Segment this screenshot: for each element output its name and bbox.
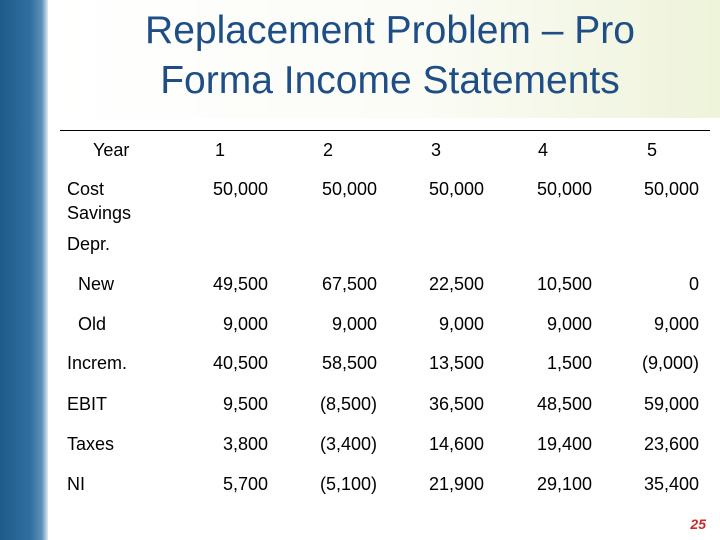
cost-savings-y1: 50,000 (212, 179, 268, 199)
increm-y3: 13,500 (428, 353, 484, 373)
old-y1: 9,000 (222, 314, 268, 334)
year-5-header: 5 (646, 140, 657, 160)
cost-savings-label-1: Cost (67, 179, 105, 199)
ebit-y5: 59,000 (643, 394, 699, 414)
year-4-header: 4 (537, 140, 548, 160)
ni-y2: (5,100) (319, 474, 377, 494)
title-line-1: Replacement Problem – Pro (145, 9, 635, 52)
cost-savings-y5: 50,000 (643, 179, 699, 199)
taxes-y5: 23,600 (643, 434, 699, 454)
depr-label: Depr. (67, 234, 111, 254)
ni-y5: 35,400 (643, 474, 699, 494)
new-y3: 22,500 (428, 274, 484, 294)
taxes-y1: 3,800 (222, 434, 268, 454)
increm-y4: 1,500 (546, 353, 592, 373)
ni-y1: 5,700 (222, 474, 268, 494)
new-label: New (78, 274, 115, 294)
ebit-y4: 48,500 (536, 394, 592, 414)
slide-title (60, 6, 720, 106)
taxes-y2: (3,400) (319, 434, 377, 454)
taxes-label: Taxes (67, 434, 115, 454)
old-label: Old (78, 314, 107, 334)
old-y2: 9,000 (331, 314, 377, 334)
new-y4: 10,500 (536, 274, 592, 294)
increm-y5: (9,000) (641, 353, 699, 373)
year-1-header: 1 (214, 140, 225, 160)
year-3-header: 3 (430, 140, 441, 160)
cost-savings-label-2: Savings (67, 203, 132, 223)
year-header: Year (93, 140, 130, 160)
old-y4: 9,000 (546, 314, 592, 334)
cost-savings-y4: 50,000 (536, 179, 592, 199)
new-y5: 0 (688, 274, 699, 294)
header-rule (60, 130, 710, 131)
title-line-2: Forma Income Statements (160, 59, 620, 102)
old-y5: 9,000 (653, 314, 699, 334)
new-y2: 67,500 (321, 274, 377, 294)
taxes-y3: 14,600 (428, 434, 484, 454)
page-number: 25 (690, 516, 706, 532)
year-2-header: 2 (322, 140, 333, 160)
increm-y1: 40,500 (212, 353, 268, 373)
ebit-y1: 9,500 (222, 394, 268, 414)
ni-y4: 29,100 (536, 474, 592, 494)
increm-y2: 58,500 (321, 353, 377, 373)
cost-savings-y2: 50,000 (321, 179, 377, 199)
ni-y3: 21,900 (428, 474, 484, 494)
ebit-y3: 36,500 (428, 394, 484, 414)
ni-label: NI (67, 474, 85, 494)
cost-savings-y3: 50,000 (428, 179, 484, 199)
old-y3: 9,000 (438, 314, 484, 334)
increm-label: Increm. (67, 353, 128, 373)
taxes-y4: 19,400 (536, 434, 592, 454)
new-y1: 49,500 (212, 274, 268, 294)
ebit-y2: (8,500) (319, 394, 377, 414)
left-accent-bar (0, 0, 48, 540)
ebit-label: EBIT (67, 394, 108, 414)
